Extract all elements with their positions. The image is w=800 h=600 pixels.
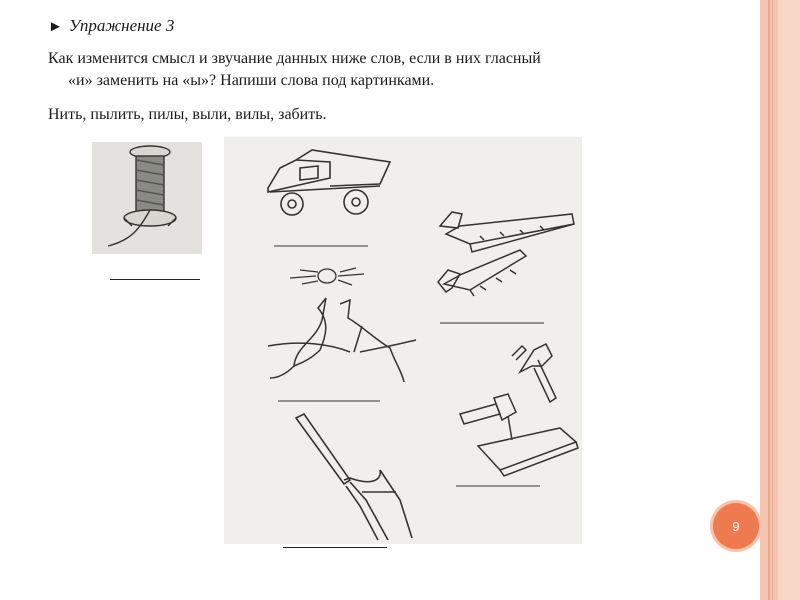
bullet-triangle-icon: ►: [48, 19, 63, 35]
slide-number-badge: 9: [713, 503, 759, 549]
wolves-icon: [268, 298, 416, 382]
dust-icon: [290, 268, 364, 285]
word-list: Нить, пылить, пилы, выли, вилы, забить.: [48, 106, 327, 123]
answer-line-spool[interactable]: [110, 279, 200, 280]
pitchfork-icon: [296, 414, 412, 540]
instruction-line-2: «и» заменить на «ы»? Напиши слова под картинками.: [68, 72, 435, 89]
saws-icon: [438, 212, 574, 296]
spool-icon: [108, 146, 176, 246]
hammer-icon: [460, 344, 578, 476]
truck-icon: [268, 150, 390, 215]
exercise-title: Упражнение 3: [68, 16, 175, 35]
instruction-line-1: Как изменится смысл и звучание данных ниже слов, если в них гласный: [48, 50, 541, 67]
answer-line-pitchfork[interactable]: [283, 547, 387, 548]
